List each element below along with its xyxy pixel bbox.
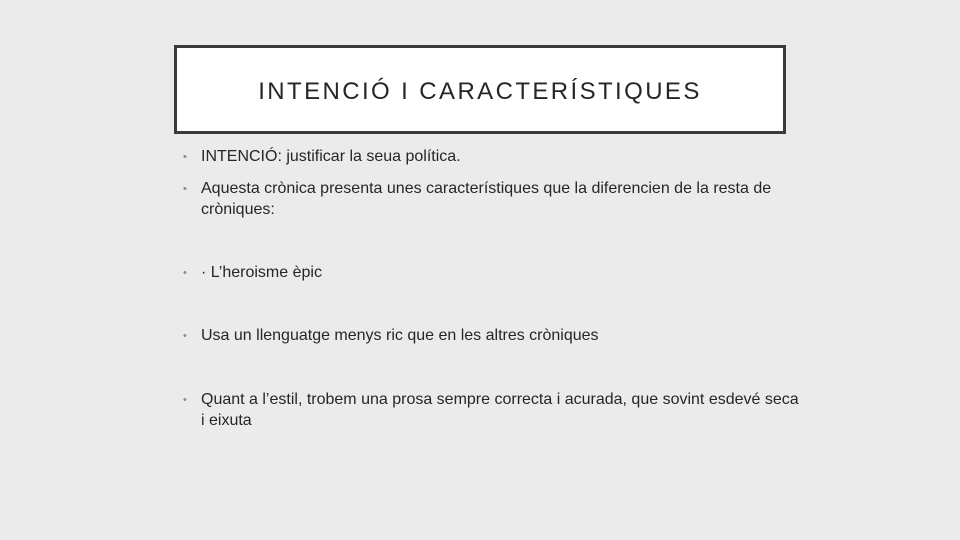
- bullet-text: INTENCIÓ: justificar la seua política.: [201, 148, 461, 165]
- bullet-dot-icon: •: [183, 330, 187, 342]
- bullet-item-heroisme: [183, 262, 803, 284]
- slide-title: INTENCIÓ I CARACTERÍSTIQUES: [258, 77, 702, 105]
- bullet-dot-icon: •: [183, 183, 187, 195]
- title-box: [174, 45, 786, 134]
- bullet-item-llenguatge: [183, 325, 803, 347]
- bullet-text: Aquesta crònica presenta unes característiques que la diferencien de la resta de cròniques:: [201, 180, 772, 218]
- bullet-item-intencio: [183, 146, 803, 168]
- bullet-text: Quant a l’estil, trobem una prosa sempre correcta i acurada, que sovint esdevé seca i eixuta: [201, 391, 799, 429]
- bullet-text: · L’heroisme èpic: [201, 264, 322, 281]
- bullet-dot-icon: •: [183, 151, 187, 163]
- bullet-item-caracteristiques: [183, 178, 803, 220]
- bullet-text: Usa un llenguatge menys ric que en les altres cròniques: [201, 327, 599, 344]
- bullet-item-estil: [183, 389, 803, 431]
- bullet-dot-icon: •: [183, 394, 187, 406]
- bullet-dot-icon: •: [183, 267, 187, 279]
